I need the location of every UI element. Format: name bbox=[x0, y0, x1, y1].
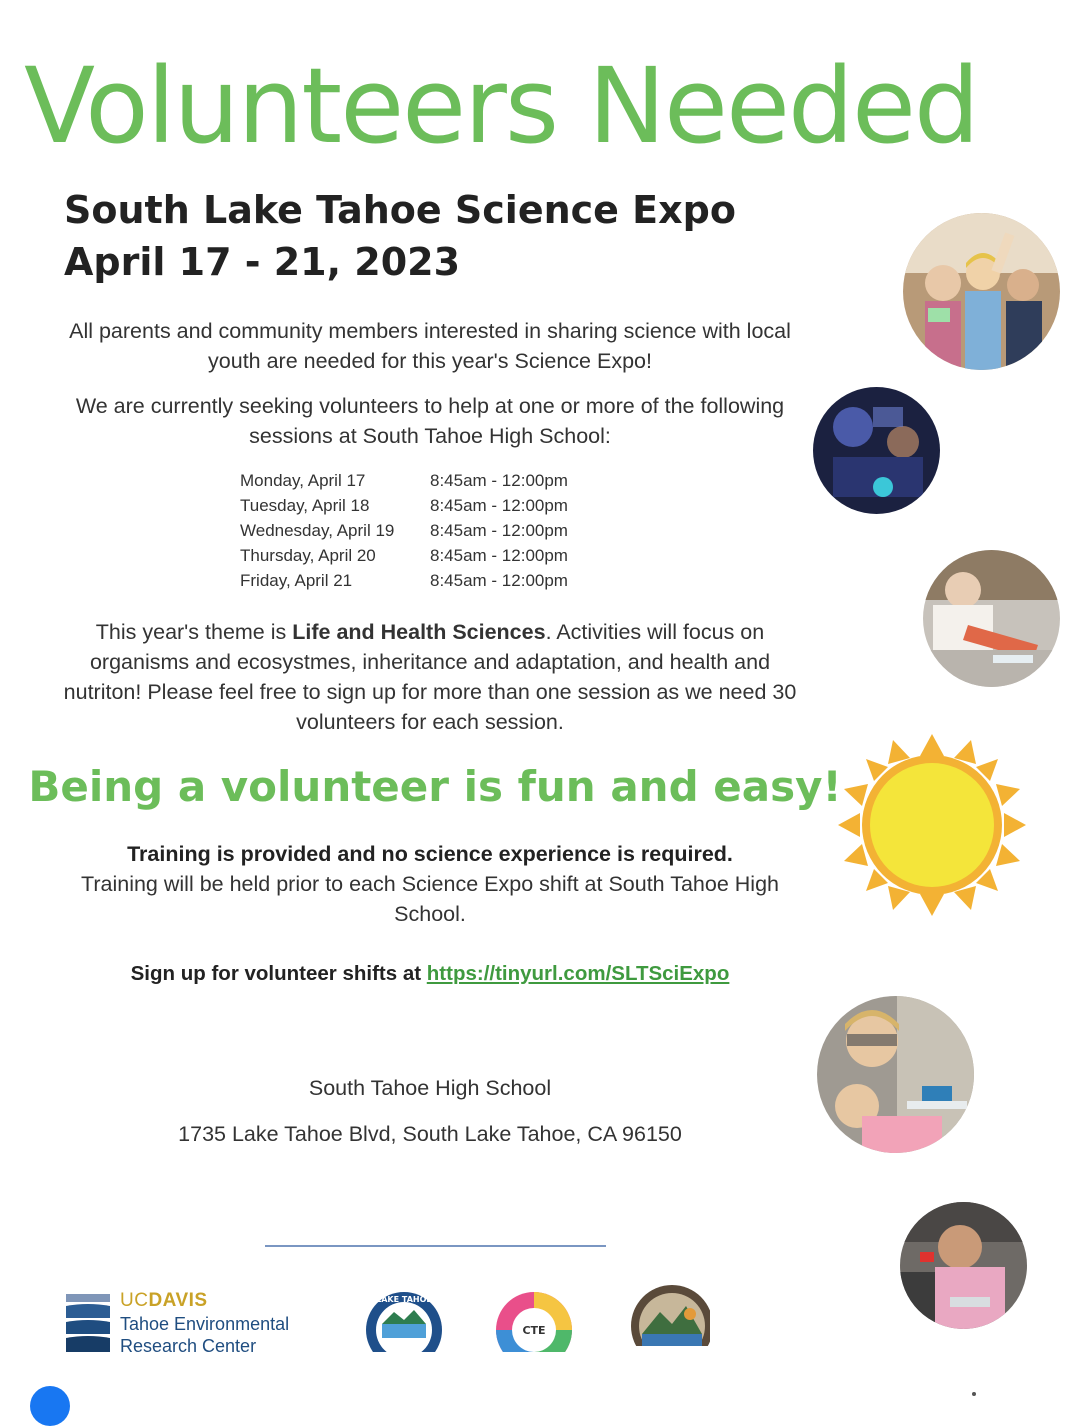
city-seal bbox=[630, 1284, 710, 1346]
school-name: South Tahoe High School bbox=[308, 1076, 552, 1100]
terc-waves-icon bbox=[66, 1294, 110, 1352]
schedule-row bbox=[240, 568, 568, 593]
corner-dot bbox=[972, 1392, 976, 1396]
schedule-row bbox=[240, 518, 568, 543]
svg-text:CTE: CTE bbox=[522, 1324, 546, 1337]
theme-rest: . Activities will focus on organisms and ecosystmes, inheritance and adaptation, and health and nutriton! Please feel free to sign up for more than one session as we need 30 volunteers for each session. bbox=[63, 620, 797, 734]
signup-link[interactable]: https://tinyurl.com/SLTSciExpo bbox=[426, 962, 730, 985]
students-lab-dark-photo bbox=[813, 387, 940, 514]
schedule-time: 8:45am - 12:00pm bbox=[430, 571, 568, 590]
schedule-day: Wednesday, April 19 bbox=[240, 521, 395, 540]
science-experiment-photo bbox=[923, 550, 1060, 687]
schedule-time: 8:45am - 12:00pm bbox=[430, 546, 568, 565]
sun-illustration bbox=[838, 734, 1026, 921]
schedule-day: Thursday, April 20 bbox=[240, 546, 376, 565]
training-rest: Training will be held prior to each Science Expo shift at South Tahoe High School. bbox=[81, 872, 779, 926]
schedule-table bbox=[240, 468, 568, 593]
ucdavis-terc-logo bbox=[66, 1290, 326, 1352]
training-paragraph bbox=[50, 839, 810, 929]
intro-paragraph: All parents and community members interested in sharing science with local youth are needed for this year's Science Expo! bbox=[69, 319, 791, 373]
terc-name-line2: Research Center bbox=[120, 1336, 257, 1352]
signup-label: Sign up for volunteer shifts at bbox=[130, 962, 427, 985]
divider bbox=[265, 1245, 606, 1247]
terc-name-line1: Tahoe Environmental bbox=[120, 1314, 290, 1334]
headline: Volunteers Needed bbox=[24, 45, 978, 167]
student-goggles-photo bbox=[817, 996, 974, 1153]
schedule-day: Monday, April 17 bbox=[240, 471, 366, 490]
school-address: 1735 Lake Tahoe Blvd, South Lake Tahoe, CA 96150 bbox=[178, 1122, 682, 1146]
sessions-paragraph: We are currently seeking volunteers to help at one or more of the following sessions at South Tahoe High School: bbox=[75, 394, 785, 448]
schedule-time: 8:45am - 12:00pm bbox=[430, 496, 568, 515]
schedule-row bbox=[240, 493, 568, 518]
theme-paragraph bbox=[60, 617, 800, 737]
cte-logo bbox=[494, 1290, 574, 1352]
schedule-day: Friday, April 21 bbox=[240, 571, 353, 590]
fun-heading: Being a volunteer is fun and easy! bbox=[28, 762, 842, 811]
bottom-strip bbox=[0, 1360, 1080, 1397]
svg-text:LAKE TAHOE: LAKE TAHOE bbox=[376, 1295, 432, 1304]
lake-tahoe-district-seal bbox=[364, 1290, 444, 1352]
schedule-time: 8:45am - 12:00pm bbox=[430, 521, 568, 540]
student-lab-photo bbox=[900, 1202, 1027, 1329]
expo-dates: April 17 - 21, 2023 bbox=[64, 240, 461, 284]
schedule-row bbox=[240, 468, 568, 493]
schedule-day: Tuesday, April 18 bbox=[240, 496, 370, 515]
theme-prefix: This year's theme is bbox=[95, 620, 293, 644]
messenger-indicator-icon bbox=[30, 1386, 70, 1426]
expo-title: South Lake Tahoe Science Expo bbox=[64, 188, 736, 232]
ucdavis-wordmark: UCDAVIS bbox=[120, 1290, 208, 1311]
training-bold: Training is provided and no science experience is required. bbox=[127, 842, 733, 866]
signup-line bbox=[40, 962, 820, 986]
schedule-time: 8:45am - 12:00pm bbox=[430, 471, 568, 490]
theme-name: Life and Health Sciences bbox=[292, 620, 546, 644]
schedule-row bbox=[240, 543, 568, 568]
students-group-photo bbox=[903, 213, 1060, 370]
